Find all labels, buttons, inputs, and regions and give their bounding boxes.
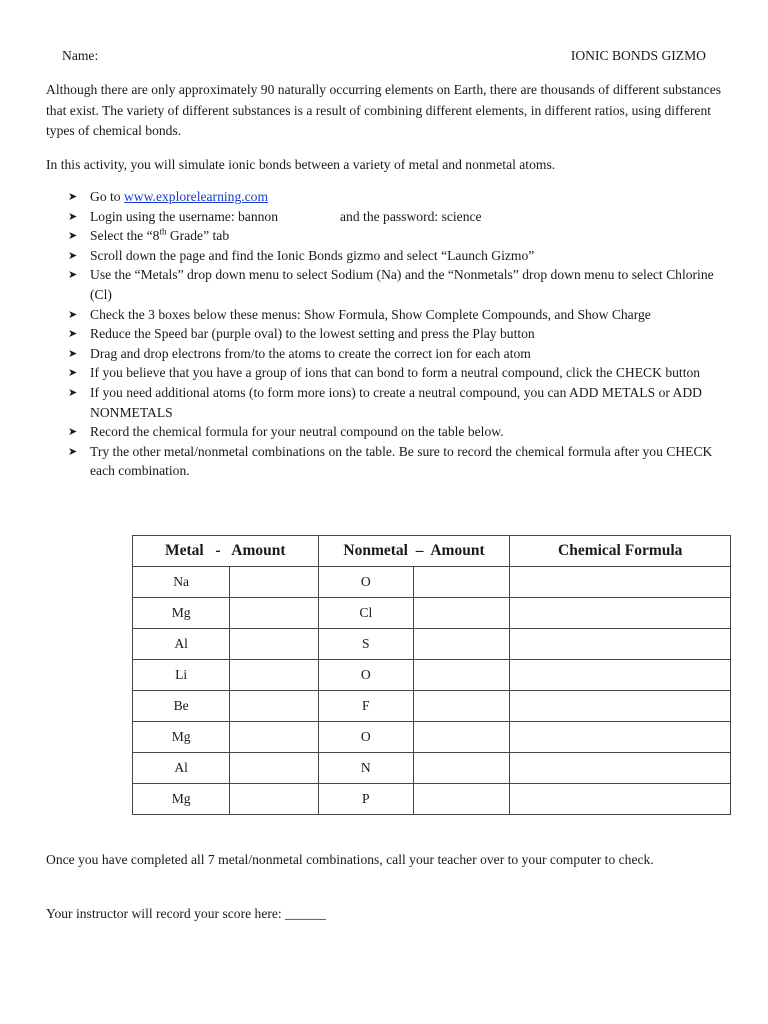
metal-cell: Li bbox=[133, 660, 230, 691]
nonmetal-cell: Cl bbox=[318, 598, 413, 629]
score-line: Your instructor will record your score here: ______ bbox=[46, 906, 326, 921]
table-row bbox=[133, 660, 731, 691]
nonmetal-cell: N bbox=[318, 753, 413, 784]
nonmetal-cell: S bbox=[318, 629, 413, 660]
nonmetal-amount-cell[interactable] bbox=[414, 753, 510, 784]
list-item: ➤ Login using the username: bannon and the password: science bbox=[68, 207, 718, 227]
list-item: ➤ Reduce the Speed bar (purple oval) to the lowest setting and press the Play button bbox=[68, 324, 718, 344]
arrowhead-bullet-icon: ➤ bbox=[68, 425, 78, 439]
list-item: ➤ If you believe that you have a group of ions that can bond to form a neutral compound, click the CHECK button bbox=[68, 363, 718, 383]
table-header-row bbox=[133, 536, 731, 567]
nonmetal-amount-cell[interactable] bbox=[414, 784, 510, 815]
header bbox=[62, 48, 706, 66]
chemical-formula-cell[interactable] bbox=[510, 598, 731, 629]
list-item: ➤ Check the 3 boxes below these menus: Show Formula, Show Complete Compounds, and Show Charge bbox=[68, 305, 718, 325]
nonmetal-amount-header: Nonmetal – Amount bbox=[318, 536, 510, 567]
table-row bbox=[133, 629, 731, 660]
list-item: ➤ Drag and drop electrons from/to the atoms to create the correct ion for each atom bbox=[68, 344, 718, 364]
metal-amount-cell[interactable] bbox=[230, 629, 318, 660]
arrowhead-bullet-icon: ➤ bbox=[68, 385, 78, 399]
metal-amount-cell[interactable] bbox=[230, 691, 318, 722]
arrowhead-bullet-icon: ➤ bbox=[68, 209, 78, 223]
list-item: ➤ Record the chemical formula for your neutral compound on the table below. bbox=[68, 422, 718, 442]
table-row bbox=[133, 598, 731, 629]
list-item: ➤ If you need additional atoms (to form more ions) to create a neutral compound, you can ADD METALS or ADD NONMETALS bbox=[68, 384, 702, 420]
activity-paragraph: In this activity, you will simulate ionic bonds between a variety of metal and nonmetal atoms. bbox=[46, 157, 556, 172]
table-row bbox=[133, 722, 731, 753]
table-row bbox=[133, 784, 731, 815]
metal-cell: Na bbox=[133, 567, 230, 598]
nonmetal-cell: F bbox=[318, 691, 413, 722]
list-item: ➤ Go to www.explorelearning.com bbox=[68, 187, 718, 207]
chemical-formula-cell[interactable] bbox=[510, 660, 731, 691]
metal-amount-header: Metal - Amount bbox=[133, 536, 319, 567]
metal-amount-cell[interactable] bbox=[230, 784, 318, 815]
list-item: ➤ Try the other metal/nonmetal combinations on the table. Be sure to record the chemical formula after you CHECK each combination. bbox=[68, 443, 713, 479]
table-row bbox=[133, 567, 731, 598]
table-row bbox=[133, 753, 731, 784]
metal-cell: Mg bbox=[133, 598, 230, 629]
chemical-formula-header: Chemical Formula bbox=[510, 536, 731, 567]
nonmetal-cell: P bbox=[318, 784, 413, 815]
metal-amount-cell[interactable] bbox=[230, 753, 318, 784]
nonmetal-cell: O bbox=[318, 660, 413, 691]
nonmetal-amount-cell[interactable] bbox=[414, 691, 510, 722]
chemical-formula-cell[interactable] bbox=[510, 722, 731, 753]
worksheet-title: IONIC BONDS GIZMO bbox=[570, 48, 706, 63]
metal-amount-cell[interactable] bbox=[230, 567, 318, 598]
arrowhead-bullet-icon: ➤ bbox=[68, 248, 78, 262]
intro-paragraph: Although there are only approximately 90 naturally occurring elements on Earth, there are thousands of different substances that exist. The variety of different substances is a result of combining different elements, in different ratios, using different types of chemical bonds. bbox=[46, 82, 722, 138]
chemical-formula-cell[interactable] bbox=[510, 691, 731, 722]
instruction-list bbox=[68, 187, 718, 481]
metal-amount-cell[interactable] bbox=[230, 660, 318, 691]
arrowhead-bullet-icon: ➤ bbox=[68, 346, 78, 360]
name-label: Name: bbox=[62, 48, 99, 63]
chemical-formula-cell[interactable] bbox=[510, 753, 731, 784]
chemical-formula-cell[interactable] bbox=[510, 629, 731, 660]
results-table bbox=[132, 535, 731, 815]
list-item: ➤ Use the “Metals” drop down menu to select Sodium (Na) and the “Nonmetals” drop down menu to select Chlorine (Cl) bbox=[68, 267, 714, 302]
arrowhead-bullet-icon: ➤ bbox=[68, 268, 78, 282]
arrowhead-bullet-icon: ➤ bbox=[68, 366, 78, 380]
metal-cell: Al bbox=[133, 753, 230, 784]
metal-cell: Mg bbox=[133, 784, 230, 815]
arrowhead-bullet-icon: ➤ bbox=[68, 307, 78, 321]
list-item: ➤ Scroll down the page and find the Ionic Bonds gizmo and select “Launch Gizmo” bbox=[68, 246, 718, 266]
arrowhead-bullet-icon: ➤ bbox=[68, 229, 78, 243]
metal-cell: Mg bbox=[133, 722, 230, 753]
nonmetal-cell: O bbox=[318, 567, 413, 598]
arrowhead-bullet-icon: ➤ bbox=[68, 327, 78, 341]
arrowhead-bullet-icon: ➤ bbox=[68, 444, 78, 458]
table-row bbox=[133, 691, 731, 722]
nonmetal-amount-cell[interactable] bbox=[414, 660, 510, 691]
arrowhead-bullet-icon: ➤ bbox=[68, 190, 78, 203]
metal-cell: Al bbox=[133, 629, 230, 660]
list-item: ➤ Select the “8th Grade” tab bbox=[68, 226, 718, 246]
nonmetal-amount-cell[interactable] bbox=[414, 598, 510, 629]
nonmetal-amount-cell[interactable] bbox=[414, 567, 510, 598]
metal-amount-cell[interactable] bbox=[230, 722, 318, 753]
metal-amount-cell[interactable] bbox=[230, 598, 318, 629]
nonmetal-amount-cell[interactable] bbox=[414, 722, 510, 753]
chemical-formula-cell[interactable] bbox=[510, 567, 731, 598]
nonmetal-amount-cell[interactable] bbox=[414, 629, 510, 660]
closing-instruction: Once you have completed all 7 metal/nonmetal combinations, call your teacher over to your computer to check. bbox=[46, 852, 654, 867]
chemical-formula-cell[interactable] bbox=[510, 784, 731, 815]
nonmetal-cell: O bbox=[318, 722, 413, 753]
results-table-body bbox=[133, 567, 731, 815]
metal-cell: Be bbox=[133, 691, 230, 722]
explorelearning-link[interactable]: www.explorelearning.com bbox=[123, 189, 269, 204]
